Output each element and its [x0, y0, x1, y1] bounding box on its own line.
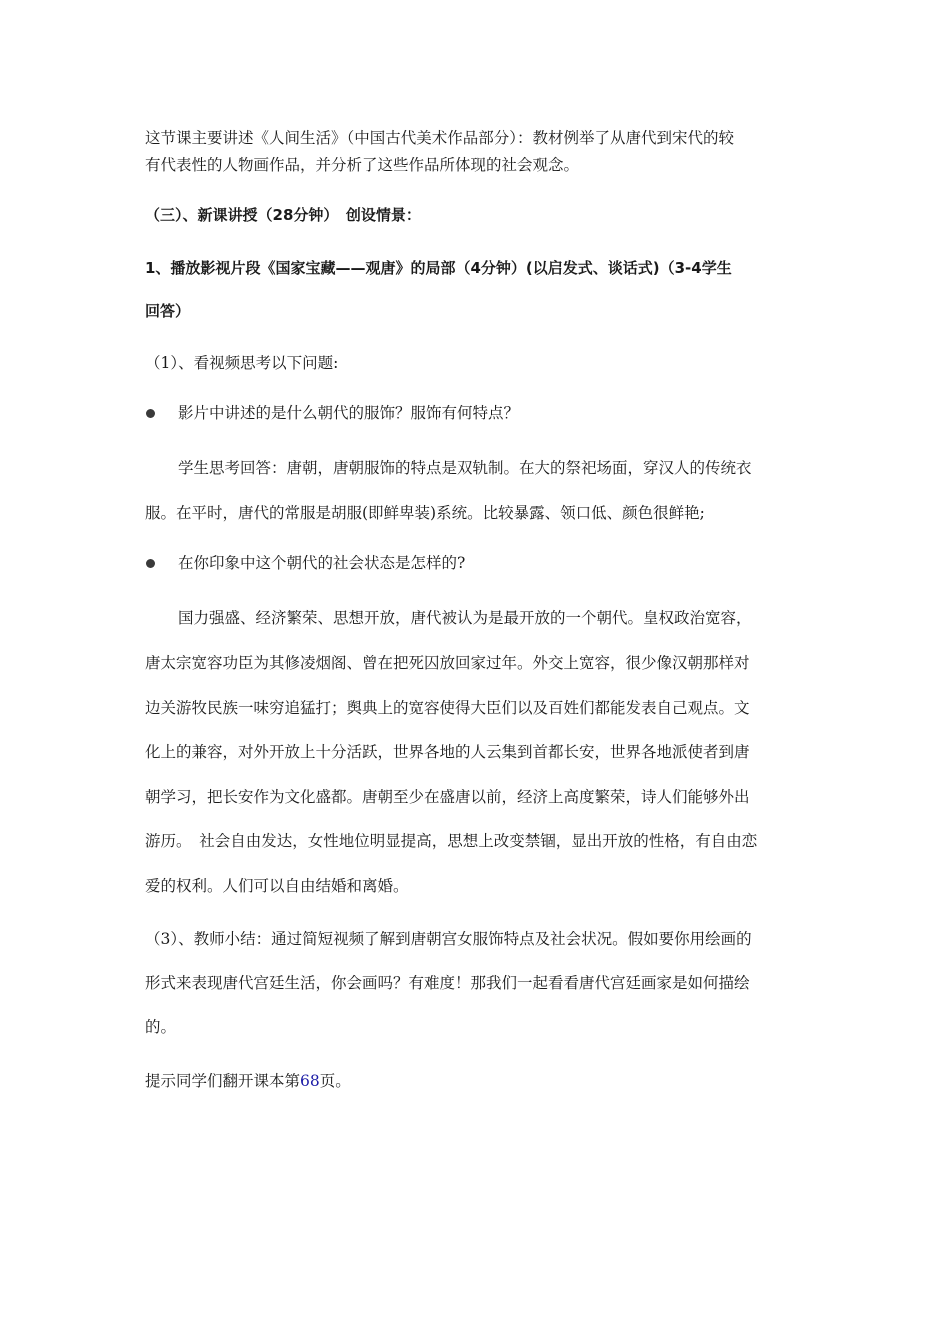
intro-line-2: 有代表性的人物画作品，并分析了这些作品所体现的社会观念。 [145, 156, 580, 174]
teacher-summary-line-3: 的。 [145, 1018, 177, 1036]
teacher-summary-line-1: （3）、教师小结：通过简短视频了解到唐朝宫女服饰特点及社会状况。假如要你用绘画的 [145, 930, 752, 948]
bullet-icon [146, 409, 155, 418]
answer-2-line: 化上的兼容，对外开放上十分活跃，世界各地的人云集到首都长安，世界各地派使者到唐 [145, 743, 750, 761]
closing-prefix: 提示同学们翻开课本第 [145, 1072, 301, 1090]
intro-line-1: 这节课主要讲述《人间生活》（中国古代美术作品部分）：教材例举了从唐代到宋代的较 [145, 129, 735, 147]
answer-2-line: 爱的权利。人们可以自由结婚和离婚。 [145, 877, 409, 895]
question-2: 在你印象中这个朝代的社会状态是怎样的? [178, 554, 466, 572]
answer-1-line-1: 学生思考回答：唐朝，唐朝服饰的特点是双轨制。在大的祭祀场面，穿汉人的传统衣 [178, 459, 752, 477]
question-1: 影片中讲述的是什么朝代的服饰？服饰有何特点？ [178, 404, 520, 422]
teacher-summary-line-2: 形式来表现唐代宫廷生活，你会画吗？有难度！那我们一起看看唐代宫廷画家是如何描绘 [145, 974, 750, 992]
closing-suffix: 页。 [319, 1072, 351, 1090]
bullet-icon [146, 559, 155, 568]
answer-2-line: 边关游牧民族一味穷追猛打；舆典上的宽容使得大臣们以及百姓们都能发表自己观点。文 [145, 699, 750, 717]
answer-2-line: 游历。 社会自由发达，女性地位明显提高，思想上改变禁锢，显出开放的性格，有自由恋 [145, 832, 758, 850]
closing-line [145, 1071, 351, 1091]
sub-1-heading: （1）、看视频思考以下问题: [145, 354, 339, 372]
answer-1-line-2: 服。在平时，唐代的常服是胡服(即鲜卑装)系统。比较暴露、领口低、颜色很鲜艳; [145, 504, 705, 522]
answer-2-line: 唐太宗宽容功臣为其修凌烟阁、曾在把死囚放回家过年。外交上宽容，很少像汉朝那样对 [145, 654, 750, 672]
answer-2-line: 国力强盛、经济繁荣、思想开放，唐代被认为是最开放的一个朝代。皇权政治宽容， [178, 609, 752, 627]
answer-2-line: 朝学习，把长安作为文化盛都。唐朝至少在盛唐以前，经济上高度繁荣，诗人们能够外出 [145, 788, 750, 806]
section-3-heading: （三）、新课讲授（28分钟） 创设情景： [145, 206, 421, 224]
page-number-link[interactable]: 68 [300, 1072, 320, 1090]
step-1-line-2: 回答） [145, 302, 191, 320]
step-1-line-1: 1、播放影视片段《国家宝藏——观唐》的局部（4分钟）(以启发式、谈话式)（3-4学生 [145, 259, 732, 277]
